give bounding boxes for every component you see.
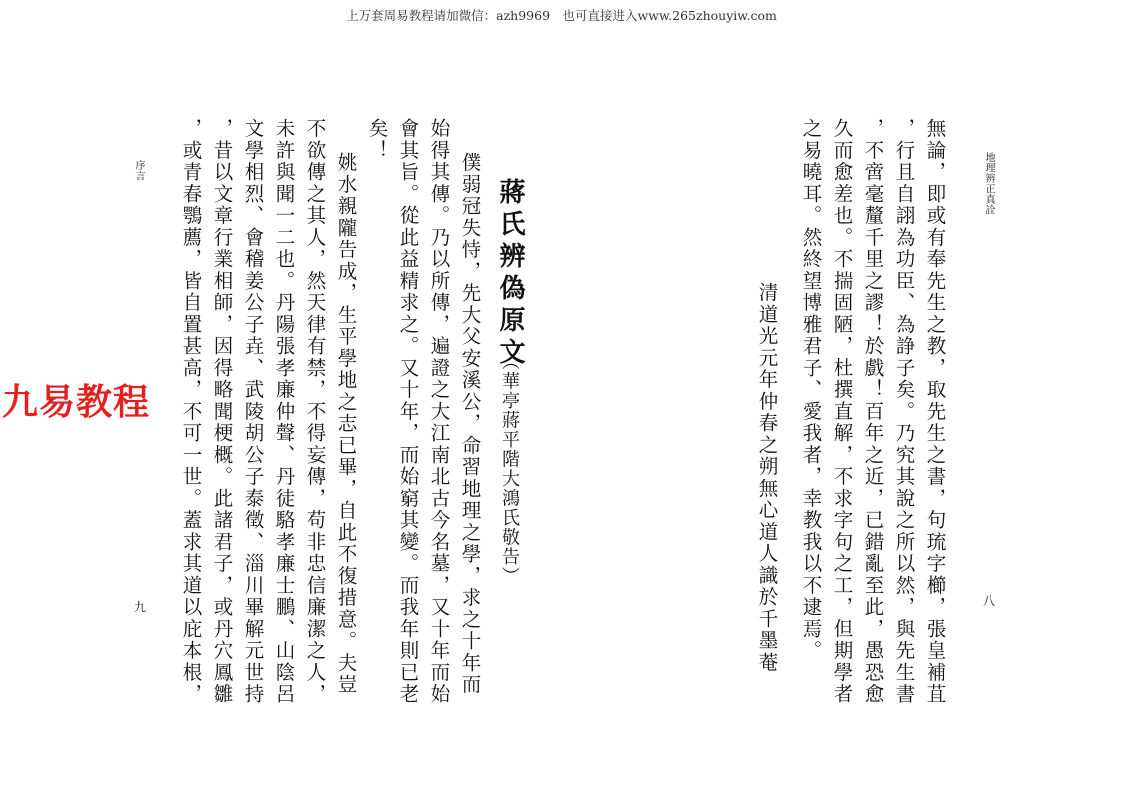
- text-column: 不欲傳之其人，然天律有禁，不得妄傳，苟非忠信廉潔之人，: [303, 118, 327, 706]
- text-column: 矣！: [365, 118, 389, 162]
- text-column: ，行且自詡為功臣、為諍子矣。乃究其說之所以然，與先生書: [892, 118, 916, 706]
- text-column: 僕弱冠失恃，先大父安溪公，命習地理之學，求之十年而: [458, 152, 482, 696]
- text-column: ，昔以文章行業相師，因得略聞梗概。此諸君子，或丹穴鳳雛: [210, 118, 234, 706]
- text-column: ，不啻毫釐千里之謬！於戲！百年之近，已錯亂至此，愚恐愈: [861, 118, 885, 706]
- page-number-left: 九: [134, 600, 147, 614]
- text-column: 之易曉耳。然終望博雅君子、愛我者，幸教我以不逮焉。: [799, 118, 823, 662]
- article-subtitle: （華亭蔣平階大鴻氏敬告）: [499, 352, 520, 586]
- text-column: 會其旨。從此益精求之。又十年，而始窮其變。而我年則已老: [396, 118, 420, 706]
- text-column: 姚水親隴告成，生平學地之志已畢，自此不復措意。夫豈: [334, 152, 358, 696]
- top-banner: 上万套周易教程请加微信：azh9969 也可直接进入www.265zhouyiw.com: [346, 8, 777, 23]
- text-column: ，或青春鶚薦，皆自置甚高，不可一世。蓋求其道以庇本根，: [179, 118, 203, 706]
- text-column: 未許與聞一二也。丹陽張孝廉仲聲、丹徒駱孝廉士鵬、山陰呂: [272, 118, 296, 706]
- text-column: 無論，即或有奉先生之教，取先生之書，句琉字櫛，張皇補苴: [923, 118, 947, 706]
- running-title-left: 序言: [133, 160, 144, 181]
- running-title-right: 地理辨正真詮: [983, 152, 994, 215]
- text-column: 久而愈差也。不揣固陋，杜撰直解，不求字句之工，但期學者: [830, 118, 854, 706]
- signature: 清道光元年仲春之朔無心道人識於千墨菴: [755, 282, 779, 674]
- text-column: 文學相烈、會稽姜公子垚、武陵胡公子泰徵、淄川畢解元世持: [241, 118, 265, 706]
- text-column: 始得其傳。乃以所傳，遍證之大江南北古今名墓，又十年而始: [427, 118, 451, 706]
- watermark: 九易教程: [2, 382, 151, 423]
- article-title: 蔣氏辨偽原文: [495, 178, 525, 370]
- page-number-right: 八: [983, 594, 996, 608]
